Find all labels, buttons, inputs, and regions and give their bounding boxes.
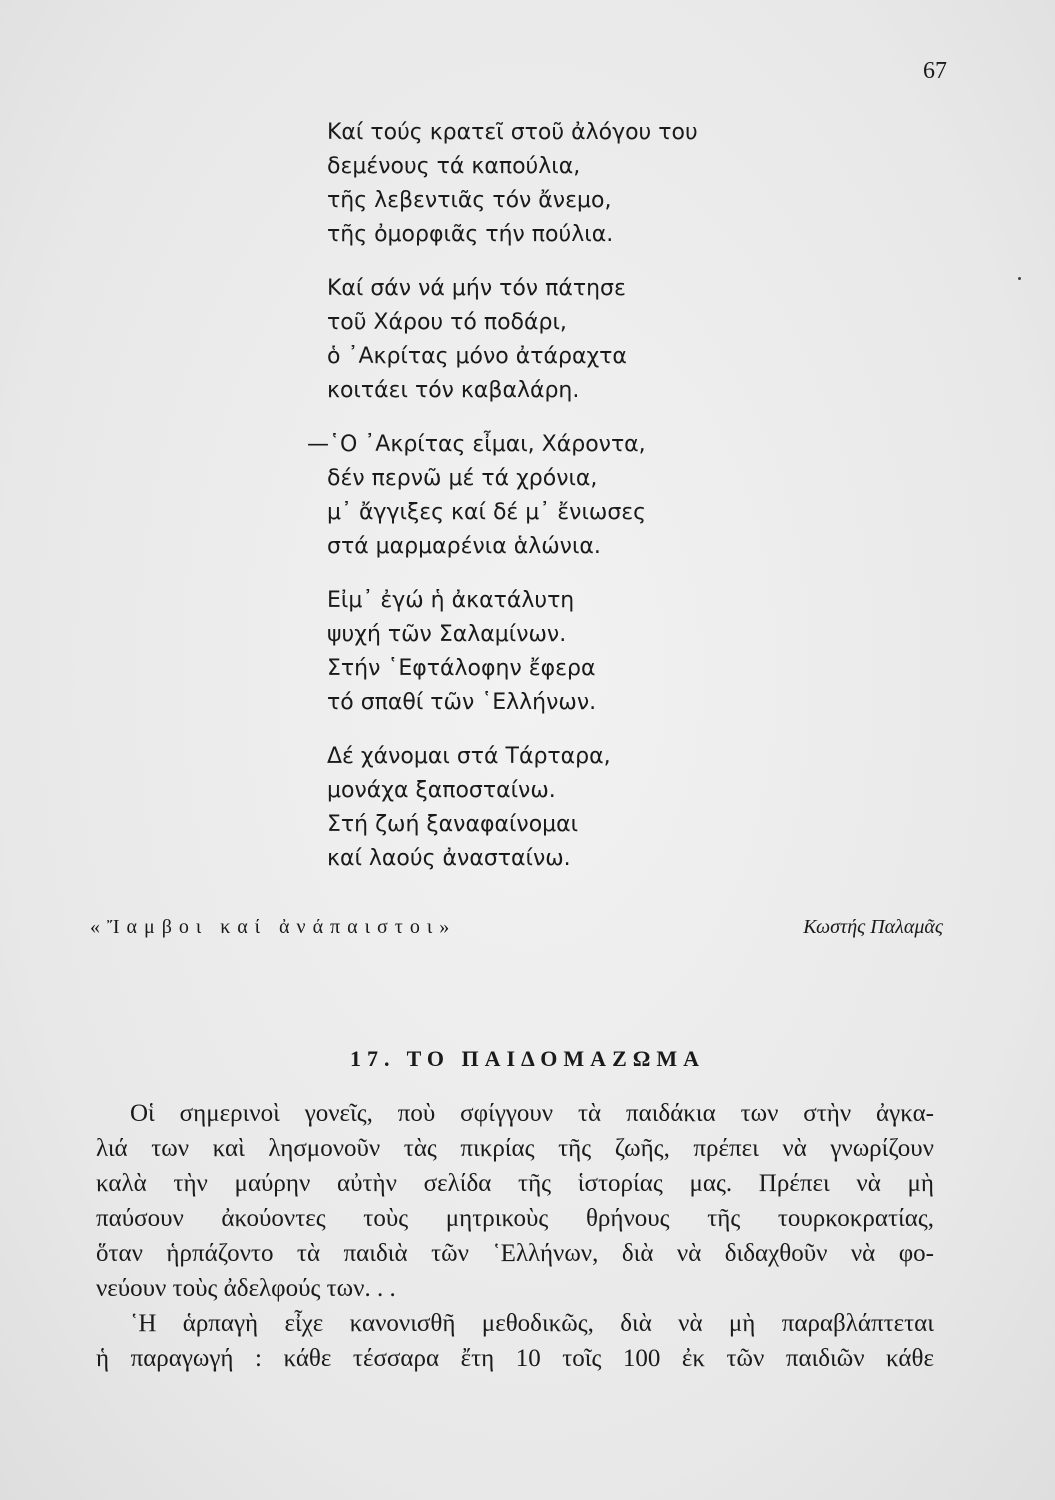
poem-line: ὁ ᾿Ακρίτας μόνο ἀτάραχτα [327, 344, 627, 369]
text-line: λιά των καὶ λησμονοῦν τὰς πικρίας τῆς ζωῆς, πρέπει νὰ γνωρίζουν [96, 1135, 934, 1162]
poem-line: τό σπαθί τῶν ῾Ελλήνων. [327, 690, 597, 715]
text-line: παύσουν ἀκούοντες τοὺς μητρικοὺς θρήνους τῆς τουρκοκρατίας, [96, 1205, 934, 1232]
poem-stanza [307, 428, 767, 564]
poem-stanza [327, 740, 767, 876]
paragraph [96, 1096, 934, 1306]
author-name: Κωστής Παλαμᾶς [803, 916, 943, 938]
print-speck [1018, 277, 1021, 280]
poem-line: —῾Ο ᾿Ακρίτας εἶμαι, Χάροντα, [307, 432, 646, 457]
body-text [96, 1096, 934, 1376]
text-line: ῾Η ἁρπαγὴ εἶχε κανονισθῆ μεθοδικῶς, διὰ νὰ μὴ παραβλάπτεται [130, 1310, 934, 1337]
poem-line: τῆς λεβεντιᾶς τόν ἄνεμο, [327, 188, 612, 213]
text-line: Οἱ σημερινοὶ γονεῖς, ποὺ σφίγγουν τὰ παιδάκια των στὴν ἀγκα- [130, 1100, 934, 1127]
poem-line: Δέ χάνομαι στά Τάρταρα, [327, 744, 611, 769]
poem-stanza [327, 116, 767, 252]
poem-line: στά μαρμαρένια ἁλώνια. [327, 534, 601, 559]
poem-attribution [0, 916, 1055, 948]
poem-line: δέν περνῶ μέ τά χρόνια, [327, 466, 598, 491]
section-title: 17. ΤΟ ΠΑΙΔΟΜΑΖΩΜΑ [349, 1046, 706, 1071]
text-line: ἡ παραγωγή : κάθε τέσσαρα ἔτη 10 τοῖς 100 ἐκ τῶν παιδιῶν κάθε [96, 1345, 934, 1372]
poem-stanza [327, 584, 767, 720]
section-heading [0, 1046, 1055, 1072]
poem-line: Καί σάν νά μήν τόν πάτησε [327, 276, 626, 301]
poem-line: τῆς ὀμορφιᾶς τήν πούλια. [327, 222, 614, 247]
poem-stanza [327, 272, 767, 408]
poem-line: Εἰμ᾿ ἐγώ ἡ ἀκατάλυτη [327, 588, 575, 613]
poem-line: τοῦ Χάρου τό ποδάρι, [327, 310, 567, 335]
page-number: 67 [923, 58, 947, 84]
poem-line: Στή ζωή ξαναφαίνομαι [327, 812, 579, 837]
text-line: νεύουν τοὺς ἀδελφούς των. . . [96, 1275, 396, 1302]
poem-line: μ᾿ ἄγγιξες καί δέ μ᾿ ἔνιωσες [327, 500, 647, 525]
poem-line: Καί τούς κρατεῖ στοῦ ἀλόγου του [327, 120, 698, 145]
poem-line: καί λαούς ἀνασταίνω. [327, 846, 571, 871]
poem-line: κοιτάει τόν καβαλάρη. [327, 378, 580, 403]
work-title: «Ἴαμβοι καί ἀνάπαιστοι» [90, 916, 457, 938]
poem-line: ψυχή τῶν Σαλαμίνων. [327, 622, 567, 647]
poem-line: Στήν ῾Εφτάλοφην ἔφερα [327, 656, 596, 681]
poem [307, 116, 767, 896]
poem-line: μονάχα ξαποσταίνω. [327, 778, 556, 803]
paragraph [96, 1306, 934, 1376]
text-line: ὅταν ἡρπάζοντο τὰ παιδιὰ τῶν ῾Ελλήνων, διὰ νὰ διδαχθοῦν νὰ φο- [96, 1240, 934, 1267]
poem-line: δεμένους τά καπούλια, [327, 154, 581, 179]
text-line: καλὰ τὴν μαύρην αὐτὴν σελίδα τῆς ἱστορίας μας. Πρέπει νὰ μὴ [96, 1170, 934, 1197]
